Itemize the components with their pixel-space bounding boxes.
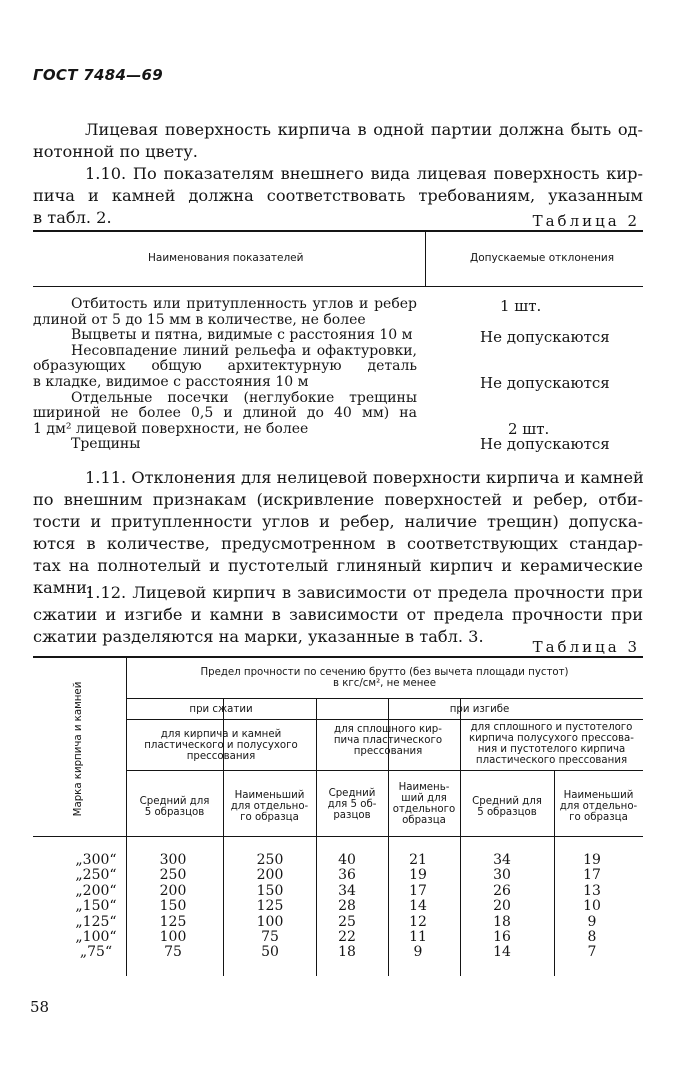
table3-header-line: образца — [402, 815, 446, 826]
table3-cell: 19 — [409, 867, 427, 884]
table2-row-text: Несовпадение линий рельефа и офактуровки, — [71, 342, 417, 359]
table3-cell: 8 — [587, 929, 597, 946]
table3-cell: „250“ — [75, 867, 117, 884]
table3-cell: 20 — [493, 898, 511, 915]
table3-cell: 16 — [493, 929, 511, 946]
table3-header-line: в кгс/см², не менее — [333, 678, 436, 689]
table3-header-line: пластического и полусухого — [144, 740, 298, 751]
text-line: тах на полнотелый и пустотелый глиняный кирпич и керамические — [33, 556, 643, 575]
table3-header-line: го образца — [569, 812, 628, 823]
table3-cell: 9 — [413, 944, 423, 961]
table2-row-text: в кладке, видимое с расстояния 10 м — [33, 373, 309, 390]
table3-cell: 150 — [256, 882, 284, 899]
table3-cell: 26 — [493, 882, 511, 899]
table3-cell: 50 — [261, 944, 279, 961]
table3-compression-header: при сжатии — [189, 704, 253, 715]
table3-header-line: прессования — [353, 746, 423, 757]
text-line: 1.12. Лицевой кирпич в зависимости от предела прочности при — [85, 583, 643, 602]
table3-subheader — [316, 788, 388, 821]
table3-cell: 25 — [338, 913, 356, 930]
table3-cell: 125 — [159, 913, 187, 930]
table2-value: 1 шт. — [500, 297, 542, 315]
table3-subheader — [388, 782, 460, 826]
table3-header-line: го образца — [240, 812, 299, 823]
table3-cell: „200“ — [75, 882, 117, 899]
table3-cell: 28 — [338, 898, 356, 915]
text-line: ются в количестве, предусмотренном в соответствующих стандар- — [33, 534, 643, 553]
table3 — [33, 656, 643, 976]
table3-grades-column — [71, 853, 121, 961]
table3-group2-header — [316, 724, 460, 757]
table2-caption: Таблица 2 — [532, 212, 640, 230]
table3-bending-solid-min-column — [393, 853, 443, 961]
table3-group1-header — [126, 729, 316, 762]
table3-subheader — [554, 790, 643, 823]
table3-cell: „100“ — [75, 929, 117, 946]
table3-main-header — [126, 667, 643, 689]
table3-subheader — [460, 796, 554, 818]
table3-cell: 13 — [583, 882, 601, 899]
table3-header-line: Средний — [328, 788, 376, 799]
table3-cell: 9 — [587, 913, 597, 930]
table2-row-text: Трещины — [71, 436, 141, 453]
table3-header-line: ший для — [401, 793, 447, 804]
table3-header-line: Наименьший — [234, 790, 305, 801]
table2-indicators — [33, 297, 417, 453]
table3-cell: „150“ — [75, 898, 117, 915]
text-line: 1.10. По показателям внешнего вида лицевая поверхность кир- — [85, 164, 643, 183]
table3-cell: 18 — [493, 913, 511, 930]
table3-header-line: Средний для — [139, 796, 210, 807]
table3-cell: 250 — [256, 852, 284, 868]
table3-header-line: ния и пустотелого кирпича — [477, 744, 626, 755]
table2-row-text: длиной от 5 до 15 мм в количестве, не более — [33, 311, 366, 328]
table2-row-text: Выцветы и пятна, видимые с расстояния 10 м — [71, 327, 413, 344]
table3-header-line: для отдельно- — [230, 801, 309, 812]
table3-cell: 34 — [493, 852, 511, 868]
table3-cell: 12 — [409, 913, 427, 930]
table3-cell: 11 — [409, 929, 427, 946]
table3-header-line: прессования — [186, 751, 256, 762]
table3-cell: 125 — [256, 898, 284, 915]
table3-header-line: для сплошного кир- — [334, 724, 442, 735]
table3-cell: 14 — [493, 944, 511, 961]
table3-header-line: пича пластического — [333, 735, 443, 746]
table3-cell: 150 — [159, 898, 187, 915]
table3-header-line: разцов — [333, 810, 371, 821]
table3-header-line: для сплошного и пустотелого — [470, 722, 633, 733]
table3-compression-min-column — [240, 853, 300, 961]
table3-cell: 19 — [583, 852, 601, 868]
table3-cell: „125“ — [75, 913, 117, 930]
table3-cell: 75 — [164, 944, 182, 961]
table3-cell: 75 — [261, 929, 279, 946]
table3-cell: 250 — [159, 867, 187, 884]
paragraph-1-11 — [33, 467, 643, 599]
page-number: 58 — [30, 998, 50, 1016]
table3-cell: 36 — [338, 867, 356, 884]
table2-value: Не допускаются — [480, 328, 610, 346]
table2-value: Не допускаются — [480, 435, 610, 453]
table3-header-line: для кирпича и камней — [160, 729, 282, 740]
table2-row-text: Отбитость или притупленность углов и ребер — [71, 296, 417, 312]
table3-compression-avg-column — [143, 853, 203, 961]
table3-header-line: кирпича полусухого прессова- — [469, 733, 634, 744]
table3-subheader — [126, 796, 223, 818]
table3-subheader — [223, 790, 316, 823]
table3-group3-header — [460, 722, 643, 766]
text-line: по внешним признакам (искривление поверхностей и ребер, отби- — [33, 490, 643, 509]
table3-cell: 7 — [587, 944, 597, 961]
text-line: Лицевая поверхность кирпича в одной партии должна быть од- — [85, 120, 643, 139]
table3-cell: 10 — [583, 898, 601, 915]
table2-row-text: образующих общую архитектурную деталь — [33, 358, 417, 375]
table3-cell: 300 — [159, 852, 187, 868]
table3-caption: Таблица 3 — [532, 638, 640, 656]
text-line: нотонной по цвету. — [33, 142, 198, 161]
table3-stub-header: Марка кирпича и камней — [73, 681, 84, 817]
table3-cell: 100 — [159, 929, 187, 946]
text-line: сжатии и изгибе и камни в зависимости от предела прочности при — [33, 605, 643, 624]
table3-header-line: Предел прочности по сечению брутто (без вычета площади пустот) — [200, 667, 569, 678]
table3-cell: 34 — [338, 882, 356, 899]
table3-cell: 18 — [338, 944, 356, 961]
text-line: 1.11. Отклонения для нелицевой поверхности кирпича и камней — [85, 468, 644, 487]
table3-cell: 21 — [409, 852, 427, 868]
table3-header-line: Средний для — [472, 796, 542, 807]
table3-bending-solid-avg-column — [322, 853, 372, 961]
table3-cell: 14 — [409, 898, 427, 915]
table3-header-line: Наимень- — [398, 782, 450, 793]
table2-value: 2 шт. — [508, 420, 550, 438]
table3-cell: 30 — [493, 867, 511, 884]
table3-header-line: 5 образцов — [144, 807, 205, 818]
table3-cell: „75“ — [79, 944, 113, 961]
table2-row-text: Отдельные посечки (неглубокие трещины — [71, 389, 417, 406]
table2-col1-header: Наименования показателей — [148, 252, 304, 264]
table3-bending-hollow-min-column — [567, 853, 617, 961]
table2-col2-header: Допускаемые отклонения — [470, 252, 615, 264]
table2-row-text: 1 дм² лицевой поверхности, не более — [33, 420, 309, 437]
table3-header-line: Наименьший — [563, 790, 634, 801]
table3-bending-hollow-avg-column — [477, 853, 527, 961]
text-line: камни. — [33, 578, 93, 597]
text-line: тости и притупленности углов и ребер, наличие трещин) допуска- — [33, 512, 643, 531]
text-line: сжатии разделяются на марки, указанные в табл. 3. — [33, 627, 484, 646]
table3-cell: 22 — [338, 929, 356, 946]
table3-header-line: для отдельно- — [559, 801, 638, 812]
table3-cell: 17 — [583, 867, 601, 884]
table3-cell: 200 — [159, 882, 187, 899]
document-header: ГОСТ 7484—69 — [33, 66, 163, 84]
table3-cell: 100 — [256, 913, 284, 930]
table3-cell: 200 — [256, 867, 284, 884]
table2-row-text: шириной не более 0,5 и длиной до 40 мм) на — [33, 405, 417, 422]
table3-cell: „300“ — [75, 852, 117, 868]
table2-value: Не допускаются — [480, 374, 610, 392]
table3-header-line: пластического прессования — [475, 755, 628, 766]
table3-bending-header: при изгибе — [449, 704, 510, 715]
table3-header-line: для 5 об- — [327, 799, 377, 810]
text-line: в табл. 2. — [33, 208, 112, 227]
text-line: пича и камней должна соответствовать требованиям, указанным — [33, 186, 643, 205]
table3-header-line: 5 образцов — [477, 807, 537, 818]
table3-header-line: отдельного — [392, 804, 456, 815]
table3-cell: 17 — [409, 882, 427, 899]
table3-cell: 40 — [338, 852, 356, 868]
